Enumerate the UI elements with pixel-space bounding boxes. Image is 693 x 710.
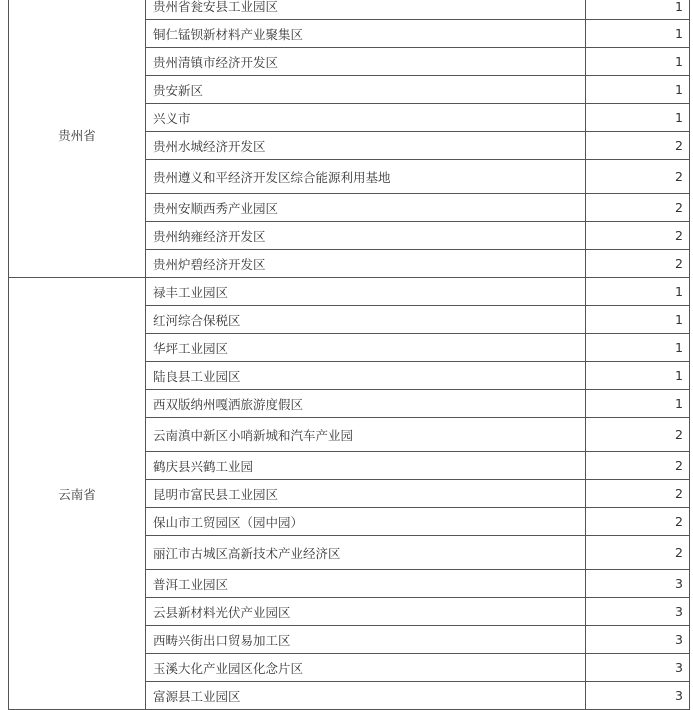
park-name-cell: 陆良县工业园区 — [146, 362, 586, 390]
batch-value-cell: 2 — [586, 452, 690, 480]
park-name-cell: 贵州安顺西秀产业园区 — [146, 194, 586, 222]
batch-value-cell: 2 — [586, 536, 690, 570]
park-name-cell: 昆明市富民县工业园区 — [146, 480, 586, 508]
batch-value-cell: 1 — [586, 390, 690, 418]
park-name-cell: 兴义市 — [146, 104, 586, 132]
batch-value-cell: 1 — [586, 20, 690, 48]
park-name-cell: 贵州清镇市经济开发区 — [146, 48, 586, 76]
batch-value-cell: 1 — [586, 76, 690, 104]
park-name-cell: 贵安新区 — [146, 76, 586, 104]
batch-value-cell: 1 — [586, 278, 690, 306]
batch-value-cell: 2 — [586, 480, 690, 508]
batch-value-cell: 2 — [586, 194, 690, 222]
batch-value-cell: 2 — [586, 508, 690, 536]
park-name-cell: 贵州炉碧经济开发区 — [146, 250, 586, 278]
batch-value-cell: 2 — [586, 160, 690, 194]
park-name-cell: 保山市工贸园区（园中园） — [146, 508, 586, 536]
batch-value-cell: 2 — [586, 418, 690, 452]
industrial-park-table — [8, 0, 690, 710]
park-name-cell: 鹤庆县兴鹤工业园 — [146, 452, 586, 480]
park-name-cell: 禄丰工业园区 — [146, 278, 586, 306]
park-name-cell: 贵州纳雍经济开发区 — [146, 222, 586, 250]
park-name-cell: 云南滇中新区小哨新城和汽车产业园 — [146, 418, 586, 452]
table-row — [9, 0, 690, 20]
table-row — [9, 278, 690, 306]
park-name-cell: 普洱工业园区 — [146, 570, 586, 598]
batch-value-cell: 3 — [586, 598, 690, 626]
batch-value-cell: 2 — [586, 250, 690, 278]
park-name-cell: 贵州遵义和平经济开发区综合能源利用基地 — [146, 160, 586, 194]
batch-value-cell: 3 — [586, 654, 690, 682]
batch-value-cell: 3 — [586, 570, 690, 598]
batch-value-cell: 1 — [586, 0, 690, 20]
park-name-cell: 云县新材料光伏产业园区 — [146, 598, 586, 626]
park-name-cell: 丽江市古城区高新技术产业经济区 — [146, 536, 586, 570]
batch-value-cell: 2 — [586, 222, 690, 250]
park-name-cell: 贵州省瓮安县工业园区 — [146, 0, 586, 20]
batch-value-cell: 3 — [586, 626, 690, 654]
park-name-cell: 西双版纳州嘎洒旅游度假区 — [146, 390, 586, 418]
park-name-cell: 西畴兴街出口贸易加工区 — [146, 626, 586, 654]
park-name-cell: 红河综合保税区 — [146, 306, 586, 334]
park-name-cell: 华坪工业园区 — [146, 334, 586, 362]
province-cell: 贵州省 — [9, 0, 146, 278]
batch-value-cell: 2 — [586, 132, 690, 160]
park-name-cell: 铜仁锰钡新材料产业聚集区 — [146, 20, 586, 48]
park-name-cell: 玉溪大化产业园区化念片区 — [146, 654, 586, 682]
park-name-cell: 贵州水城经济开发区 — [146, 132, 586, 160]
province-cell: 云南省 — [9, 278, 146, 710]
batch-value-cell: 1 — [586, 104, 690, 132]
batch-value-cell: 1 — [586, 306, 690, 334]
batch-value-cell: 1 — [586, 48, 690, 76]
park-name-cell: 富源县工业园区 — [146, 682, 586, 710]
batch-value-cell: 1 — [586, 362, 690, 390]
batch-value-cell: 1 — [586, 334, 690, 362]
batch-value-cell: 3 — [586, 682, 690, 710]
